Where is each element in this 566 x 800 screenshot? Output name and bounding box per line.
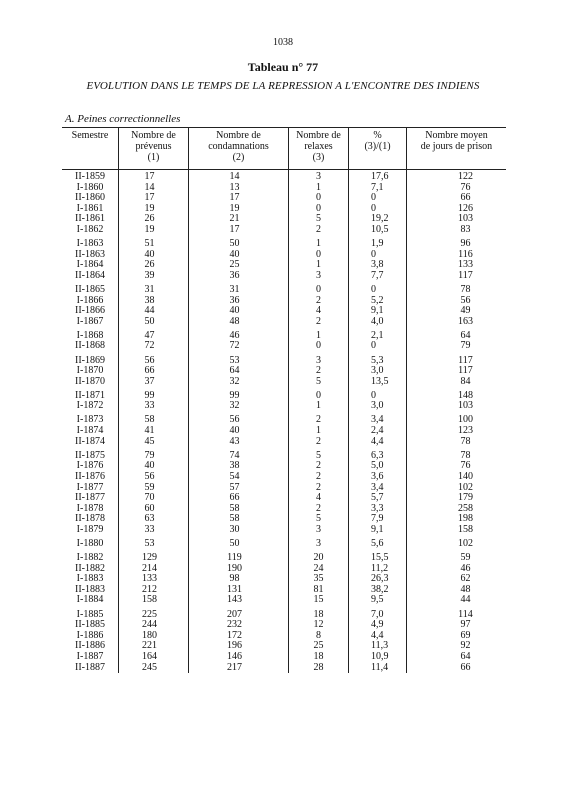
header-percent: % (3)/(1)	[348, 128, 406, 169]
table-cell: 221	[142, 640, 157, 652]
table-cell: II-1871	[75, 389, 105, 401]
table-cell: 33	[144, 400, 155, 412]
table-cell: 31	[229, 283, 240, 295]
table-cell: 50	[144, 315, 155, 327]
table-cell: 116	[458, 248, 473, 260]
table-cell: 207	[227, 608, 242, 620]
table-cell: 2	[316, 294, 321, 306]
table-cell: I-1868	[76, 329, 104, 341]
table-cell: 78	[460, 449, 471, 461]
table-cell: 43	[229, 435, 240, 447]
table-cell: 54	[229, 470, 240, 482]
table-cell: 129	[142, 552, 157, 564]
table-cell: II-1860	[75, 192, 105, 204]
table-cell: 0	[316, 192, 321, 204]
table-cell: 146	[227, 650, 242, 662]
table-cell: 17	[144, 192, 155, 204]
table-cell: 41	[144, 425, 155, 437]
table-cell: 117	[458, 365, 473, 377]
table-cell: 53	[229, 354, 240, 366]
table-cell: 0	[371, 248, 376, 260]
table-cell: 36	[229, 269, 240, 281]
table-cell: 66	[229, 492, 240, 504]
table-cell: 56	[460, 294, 471, 306]
table-cell: 196	[227, 640, 242, 652]
table-cell: 9,1	[371, 523, 384, 535]
table-cell: 44	[144, 305, 155, 317]
table-cell: 38,2	[371, 583, 389, 595]
table-cell: 3	[316, 269, 321, 281]
table-cell: 11,4	[371, 661, 389, 673]
table-cell: 133	[142, 573, 157, 585]
col-relaxes	[288, 129, 348, 673]
table-cell: II-1876	[75, 470, 105, 482]
table-cell: 180	[142, 629, 157, 641]
table-cell: 5	[316, 213, 321, 225]
table-cell: I-1867	[76, 315, 104, 327]
table-cell: I-1878	[76, 502, 104, 514]
table-cell: 21	[229, 213, 240, 225]
header-jours-prison: Nombre moyen de jours de prison	[406, 128, 506, 169]
table-cell: 179	[458, 492, 473, 504]
table-cell: II-1861	[75, 213, 105, 225]
col-condamnations	[188, 129, 288, 673]
table-cell: II-1877	[75, 492, 105, 504]
table-cell: 2	[316, 481, 321, 493]
table-cell: 4,4	[371, 629, 384, 641]
table-cell: 15	[313, 594, 324, 606]
table-cell: 2	[316, 223, 321, 235]
table-cell: 47	[144, 329, 155, 341]
table-cell: 3,4	[371, 414, 384, 426]
table-cell: 97	[460, 619, 471, 631]
table-cell: 58	[229, 502, 240, 514]
table-cell: 19	[144, 202, 155, 214]
table-cell: II-1864	[75, 269, 105, 281]
table-cell: 117	[458, 354, 473, 366]
table-cell: I-1863	[76, 238, 104, 250]
table-cell: 58	[144, 414, 155, 426]
table-cell: 2	[316, 315, 321, 327]
table-cell: 14	[144, 181, 155, 193]
table-cell: 64	[229, 365, 240, 377]
table-cell: 158	[142, 594, 157, 606]
table-cell: 79	[144, 449, 155, 461]
table-cell: 7,9	[371, 513, 384, 525]
table-cell: II-1875	[75, 449, 105, 461]
table-cell: 92	[460, 640, 471, 652]
table-cell: 2	[316, 414, 321, 426]
table-cell: 19,2	[371, 213, 389, 225]
table-cell: 1	[316, 238, 321, 250]
table-cell: 119	[227, 552, 242, 564]
table-cell: II-1886	[75, 640, 105, 652]
table-cell: 63	[144, 513, 155, 525]
table-cell: 8	[316, 629, 321, 641]
table-cell: 64	[460, 329, 471, 341]
table-cell: 5,3	[371, 354, 384, 366]
table-cell: 0	[371, 202, 376, 214]
table-body	[62, 129, 506, 673]
data-table	[62, 127, 506, 673]
page-number: 1038	[273, 37, 293, 48]
table-cell: 143	[227, 594, 242, 606]
table-cell: 1,9	[371, 238, 384, 250]
table-cell: 56	[144, 470, 155, 482]
table-cell: 72	[144, 340, 155, 352]
table-cell: 5	[316, 513, 321, 525]
table-cell: 4	[316, 492, 321, 504]
table-cell: 14	[229, 171, 240, 182]
table-cell: 245	[142, 661, 157, 673]
table-cell: 99	[144, 389, 155, 401]
table-cell: 172	[227, 629, 242, 641]
table-cell: 15,5	[371, 552, 389, 564]
table-cell: 76	[460, 460, 471, 472]
table-cell: 46	[460, 562, 471, 574]
table-cell: 37	[144, 375, 155, 387]
table-cell: 4,4	[371, 435, 384, 447]
table-cell: I-1870	[76, 365, 104, 377]
table-cell: 3,0	[371, 400, 384, 412]
table-cell: 26	[144, 259, 155, 271]
table-cell: 18	[313, 650, 324, 662]
table-cell: 103	[458, 213, 473, 225]
table-cell: 0	[371, 192, 376, 204]
table-cell: 76	[460, 181, 471, 193]
table-cell: 25	[229, 259, 240, 271]
table-cell: 78	[460, 283, 471, 295]
table-cell: 25	[313, 640, 324, 652]
table-cell: 24	[313, 562, 324, 574]
table-cell: 2,4	[371, 425, 384, 437]
table-cell: 81	[313, 583, 324, 595]
table-cell: II-1866	[75, 305, 105, 317]
table-cell: 69	[460, 629, 471, 641]
table-cell: 3,8	[371, 259, 384, 271]
table-cell: I-1882	[76, 552, 104, 564]
table-cell: II-1869	[75, 354, 105, 366]
table-cell: 49	[460, 305, 471, 317]
table-cell: 1	[316, 425, 321, 437]
table-cell: 32	[229, 400, 240, 412]
table-cell: 1	[316, 400, 321, 412]
table-cell: 50	[229, 238, 240, 250]
table-cell: 133	[458, 259, 473, 271]
table-cell: 17,6	[371, 171, 389, 182]
table-cell: I-1886	[76, 629, 104, 641]
table-cell: 26,3	[371, 573, 389, 585]
table-cell: II-1863	[75, 248, 105, 260]
table-cell: II-1870	[75, 375, 105, 387]
table-cell: 244	[142, 619, 157, 631]
table-cell: I-1862	[76, 223, 104, 235]
table-cell: 1	[316, 259, 321, 271]
table-cell: 84	[460, 375, 471, 387]
table-cell: 38	[144, 294, 155, 306]
table-cell: 64	[460, 650, 471, 662]
table-cell: 6,3	[371, 449, 384, 461]
table-cell: 5	[316, 449, 321, 461]
table-cell: 28	[313, 661, 324, 673]
table-cell: I-1872	[76, 400, 104, 412]
table-cell: 18	[313, 608, 324, 620]
table-cell: 10,9	[371, 650, 389, 662]
table-cell: 99	[229, 389, 240, 401]
table-cell: 17	[229, 192, 240, 204]
table-cell: 13	[229, 181, 240, 193]
table-cell: II-1859	[75, 171, 105, 182]
table-cell: 3,0	[371, 365, 384, 377]
table-cell: 2,1	[371, 329, 384, 341]
table-cell: 232	[227, 619, 242, 631]
table-cell: 36	[229, 294, 240, 306]
table-cell: 190	[227, 562, 242, 574]
table-cell: 7,1	[371, 181, 384, 193]
table-cell: 225	[142, 608, 157, 620]
table-cell: 0	[371, 283, 376, 295]
table-cell: 40	[229, 305, 240, 317]
table-cell: II-1868	[75, 340, 105, 352]
table-cell: 11,3	[371, 640, 389, 652]
table-cell: 98	[229, 573, 240, 585]
table-cell: 72	[229, 340, 240, 352]
table-cell: 3	[316, 538, 321, 549]
table-cell: 1	[316, 329, 321, 341]
table-cell: 164	[142, 650, 157, 662]
table-cell: 3,6	[371, 470, 384, 482]
table-cell: 40	[229, 425, 240, 437]
table-cell: 2	[316, 435, 321, 447]
table-cell: 198	[458, 513, 473, 525]
table-cell: 0	[316, 283, 321, 295]
table-cell: I-1887	[76, 650, 104, 662]
table-cell: II-1874	[75, 435, 105, 447]
col-jours-prison	[406, 129, 506, 673]
table-cell: 102	[458, 481, 473, 493]
table-cell: 114	[458, 608, 473, 620]
table-cell: 40	[144, 460, 155, 472]
table-cell: 7,0	[371, 608, 384, 620]
table-cell: 39	[144, 269, 155, 281]
table-cell: 59	[460, 552, 471, 564]
table-cell: II-1865	[75, 283, 105, 295]
table-cell: 123	[458, 425, 473, 437]
table-cell: II-1883	[75, 583, 105, 595]
table-cell: 0	[371, 389, 376, 401]
table-cell: 30	[229, 523, 240, 535]
header-semestre: Semestre	[71, 130, 109, 141]
table-cell: 50	[229, 538, 240, 549]
table-cell: 66	[460, 192, 471, 204]
table-cell: 4	[316, 305, 321, 317]
table-cell: I-1861	[76, 202, 104, 214]
table-cell: 17	[229, 223, 240, 235]
col-percent	[348, 129, 406, 673]
table-cell: I-1866	[76, 294, 104, 306]
table-cell: 2	[316, 460, 321, 472]
table-cell: 4,0	[371, 315, 384, 327]
table-cell: 32	[229, 375, 240, 387]
table-cell: 163	[458, 315, 473, 327]
table-subtitle: EVOLUTION DANS LE TEMPS DE LA REPRESSION A L'ENCONTRE DES INDIENS	[86, 80, 480, 92]
table-cell: 79	[460, 340, 471, 352]
table-cell: II-1882	[75, 562, 105, 574]
table-cell: 66	[460, 661, 471, 673]
header-prevenus: Nombre de prévenus (1)	[118, 128, 188, 169]
table-cell: 3,4	[371, 481, 384, 493]
table-cell: 83	[460, 223, 471, 235]
table-cell: I-1873	[76, 414, 104, 426]
table-cell: 38	[229, 460, 240, 472]
table-cell: II-1887	[75, 661, 105, 673]
table-cell: 74	[229, 449, 240, 461]
table-cell: 57	[229, 481, 240, 493]
table-cell: 122	[458, 171, 473, 182]
table-cell: 0	[316, 248, 321, 260]
table-cell: 13,5	[371, 375, 389, 387]
table-cell: 5,0	[371, 460, 384, 472]
table-cell: 3,3	[371, 502, 384, 514]
table-cell: 70	[144, 492, 155, 504]
table-cell: 5	[316, 375, 321, 387]
table-cell: 0	[316, 340, 321, 352]
table-cell: 5,6	[371, 538, 384, 549]
table-cell: I-1885	[76, 608, 104, 620]
header-relaxes: Nombre de relaxes (3)	[288, 128, 348, 169]
table-cell: 214	[142, 562, 157, 574]
table-cell: 0	[316, 202, 321, 214]
table-cell: 1	[316, 181, 321, 193]
table-cell: 66	[144, 365, 155, 377]
table-cell: 3	[316, 171, 321, 182]
table-cell: 48	[460, 583, 471, 595]
table-cell: 60	[144, 502, 155, 514]
table-cell: 19	[144, 223, 155, 235]
table-cell: I-1880	[76, 538, 104, 549]
table-cell: 258	[458, 502, 473, 514]
header-condamnations: Nombre de condamnations (2)	[188, 128, 288, 169]
table-cell: 217	[227, 661, 242, 673]
col-prevenus	[118, 129, 188, 673]
table-cell: 148	[458, 389, 473, 401]
table-cell: II-1878	[75, 513, 105, 525]
table-cell: 2	[316, 470, 321, 482]
table-cell: 3	[316, 354, 321, 366]
table-cell: 117	[458, 269, 473, 281]
table-cell: 35	[313, 573, 324, 585]
table-cell: II-1885	[75, 619, 105, 631]
table-cell: 56	[144, 354, 155, 366]
table-cell: 0	[316, 389, 321, 401]
table-cell: 53	[144, 538, 155, 549]
table-cell: 158	[458, 523, 473, 535]
table-cell: 59	[144, 481, 155, 493]
table-cell: I-1877	[76, 481, 104, 493]
table-cell: 46	[229, 329, 240, 341]
table-cell: 56	[229, 414, 240, 426]
table-cell: 4,9	[371, 619, 384, 631]
table-cell: 33	[144, 523, 155, 535]
table-cell: 2	[316, 502, 321, 514]
table-cell: 10,5	[371, 223, 389, 235]
table-cell: 20	[313, 552, 324, 564]
table-cell: I-1860	[76, 181, 104, 193]
table-cell: 5,2	[371, 294, 384, 306]
table-cell: 51	[144, 238, 155, 250]
table-cell: I-1884	[76, 594, 104, 606]
table-cell: 45	[144, 435, 155, 447]
table-cell: 131	[227, 583, 242, 595]
table-cell: I-1879	[76, 523, 104, 535]
table-cell: 44	[460, 594, 471, 606]
table-cell: I-1876	[76, 460, 104, 472]
table-cell: 96	[460, 238, 471, 250]
table-cell: 58	[229, 513, 240, 525]
table-cell: 2	[316, 365, 321, 377]
section-label: A. Peines correctionnelles	[65, 113, 181, 125]
table-cell: I-1874	[76, 425, 104, 437]
table-cell: 9,5	[371, 594, 384, 606]
table-cell: I-1864	[76, 259, 104, 271]
table-cell: 0	[371, 340, 376, 352]
table-cell: 12	[313, 619, 324, 631]
table-cell: 17	[144, 171, 155, 182]
table-cell: 9,1	[371, 305, 384, 317]
table-cell: I-1883	[76, 573, 104, 585]
table-cell: 102	[458, 538, 473, 549]
table-cell: 212	[142, 583, 157, 595]
table-cell: 11,2	[371, 562, 389, 574]
table-cell: 31	[144, 283, 155, 295]
table-cell: 126	[458, 202, 473, 214]
table-cell: 7,7	[371, 269, 384, 281]
table-cell: 78	[460, 435, 471, 447]
table-cell: 40	[144, 248, 155, 260]
table-cell: 5,7	[371, 492, 384, 504]
table-cell: 26	[144, 213, 155, 225]
table-cell: 100	[458, 414, 473, 426]
table-cell: 3	[316, 523, 321, 535]
table-title: Tableau n° 77	[247, 60, 319, 74]
table-cell: 48	[229, 315, 240, 327]
col-semestre	[62, 129, 118, 673]
table-cell: 103	[458, 400, 473, 412]
table-cell: 62	[460, 573, 471, 585]
table-cell: 40	[229, 248, 240, 260]
table-cell: 140	[458, 470, 473, 482]
table-cell: 19	[229, 202, 240, 214]
